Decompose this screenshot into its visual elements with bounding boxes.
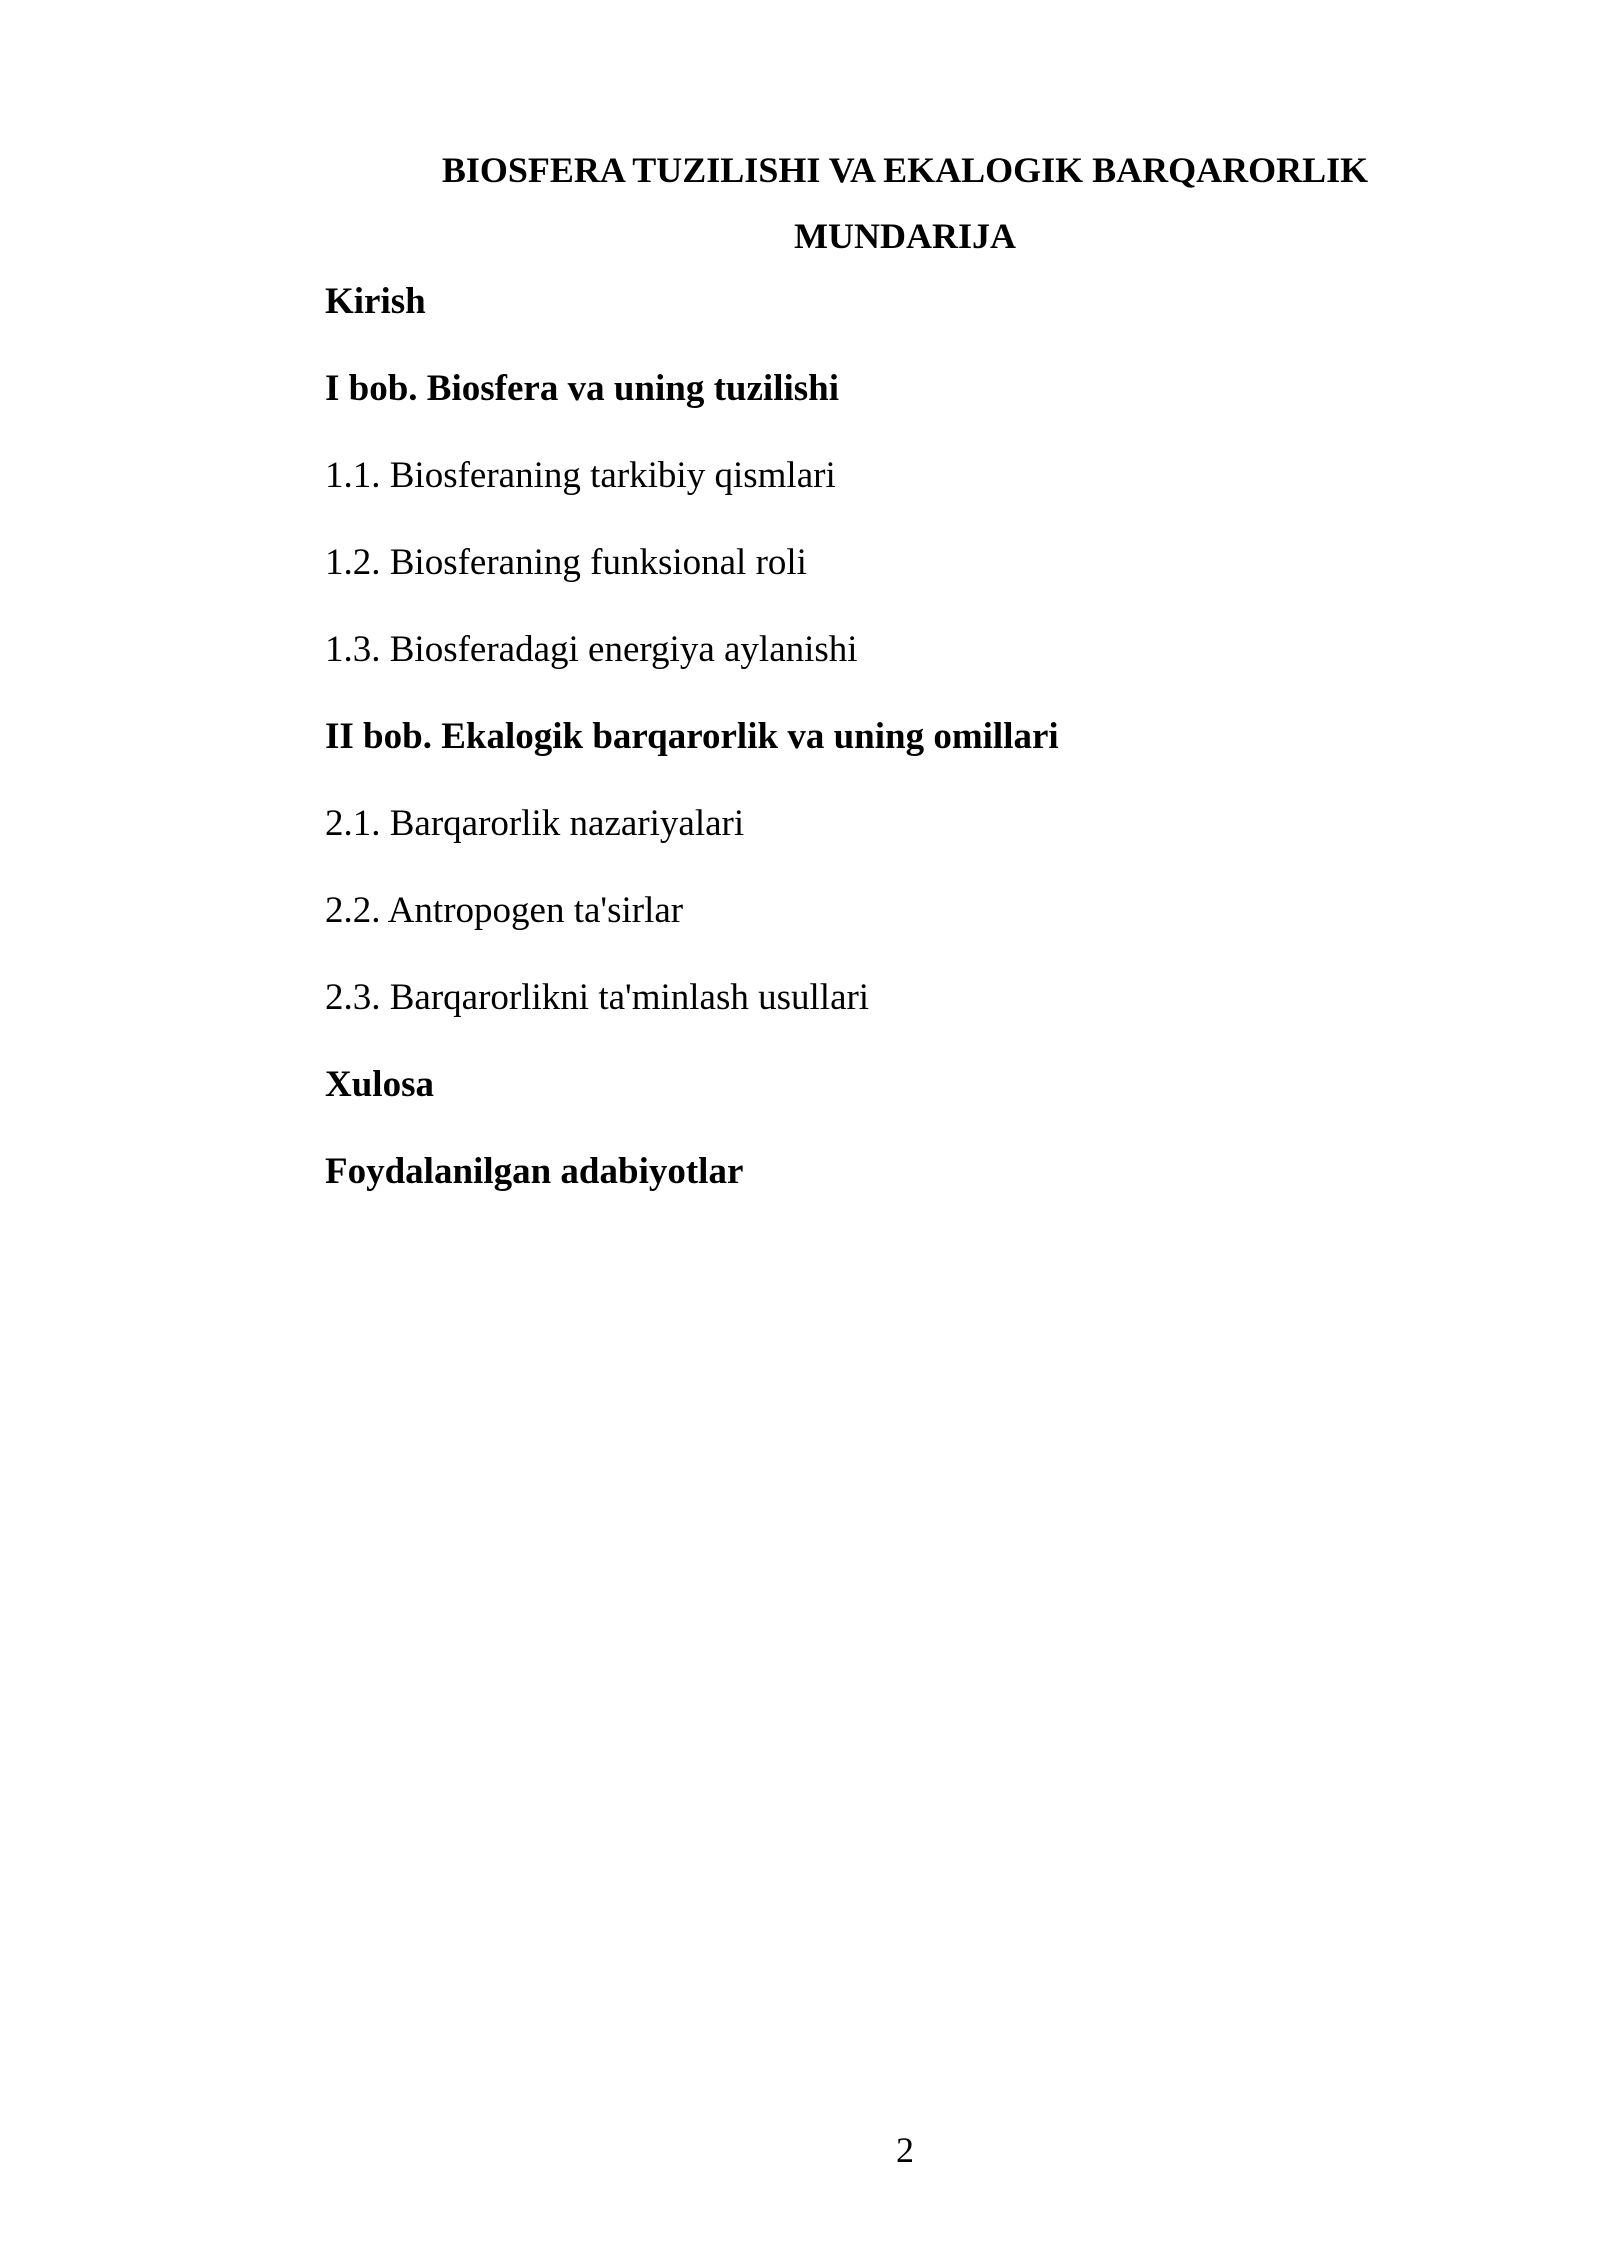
toc-item-section-2-3: 2.3. Barqarorlikni ta'minlash usullari: [325, 977, 870, 1018]
toc-item-kirish: Kirish: [325, 281, 426, 322]
toc-item-chapter-1: I bob. Biosfera va uning tuzilishi: [325, 368, 840, 409]
toc-item-references: Foydalanilgan adabiyotlar: [325, 1151, 744, 1192]
toc-item-section-1-3: 1.3. Biosferadagi energiya aylanishi: [325, 629, 858, 670]
page-number: 2: [896, 2130, 914, 2170]
toc-item-xulosa: Xulosa: [325, 1064, 434, 1105]
toc-item-section-2-2: 2.2. Antropogen ta'sirlar: [325, 890, 684, 931]
toc-item-section-1-2: 1.2. Biosferaning funksional roli: [325, 542, 807, 583]
toc-item-section-1-1: 1.1. Biosferaning tarkibiy qismlari: [325, 455, 836, 496]
document-title: BIOSFERA TUZILISHI VA EKALOGIK BARQARORLIK: [441, 150, 1369, 190]
table-of-contents: [325, 280, 1325, 1237]
toc-item-section-2-1: 2.1. Barqarorlik nazariyalari: [325, 803, 745, 844]
toc-heading: MUNDARIJA: [794, 216, 1016, 256]
toc-item-chapter-2: II bob. Ekalogik barqarorlik va uning omillari: [325, 716, 1059, 757]
